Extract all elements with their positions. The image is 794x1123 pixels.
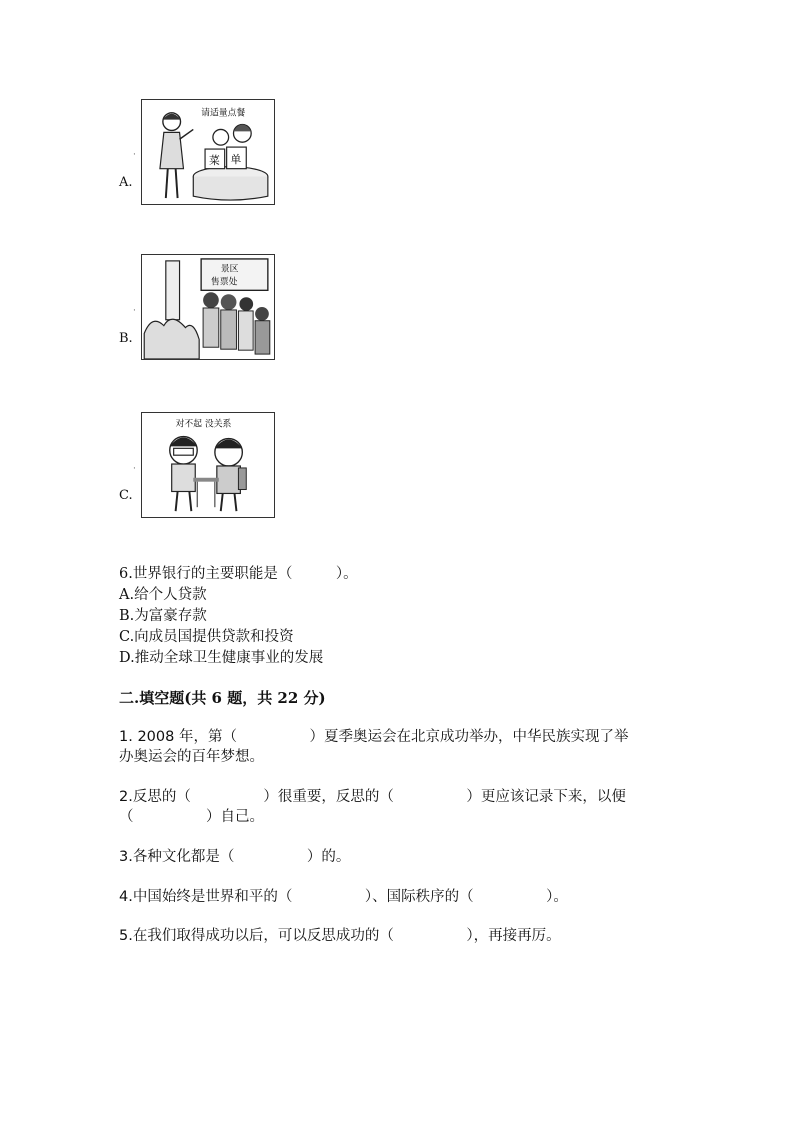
fill-question-1-line-2: 办奥运会的百年梦想。: [119, 749, 264, 765]
option-letter-a: A.: [119, 175, 133, 190]
question-6-option-c: C.向成员国提供贷款和投资: [119, 629, 294, 645]
sign-line: 售票处: [210, 277, 238, 288]
picture-option-b: [141, 254, 275, 360]
menu-char: 单: [230, 152, 242, 166]
dot-mark: ·: [133, 150, 136, 160]
question-6-stem: 6.世界银行的主要职能是（ ）。: [119, 566, 358, 582]
option-letter-b: B.: [119, 331, 133, 346]
fill-question-1-line-1: 1. 2008 年，第（ ）夏季奥运会在北京成功举办，中华民族实现了举: [119, 729, 629, 745]
apology-illustration: [142, 413, 274, 517]
section-title: 二.填空题(共 6 题，共 22 分): [119, 689, 326, 707]
question-6-option-d: D.推动全球卫生健康事业的发展: [119, 650, 324, 666]
dot-mark: ·: [133, 464, 136, 474]
picture-caption: 对不起 没关系: [175, 419, 232, 430]
question-6-option-b: B.为富豪存款: [119, 608, 207, 624]
question-6-option-a: A.给个人贷款: [119, 587, 207, 603]
dot-mark: ·: [133, 306, 136, 316]
ticket-office-illustration: [142, 255, 274, 359]
menu-char: 菜: [208, 153, 220, 167]
fill-question-4: 4.中国始终是世界和平的（ ）、国际秩序的（ ）。: [119, 889, 568, 905]
fill-question-2-line-2: （ ）自己。: [119, 809, 264, 825]
picture-caption: 请适量点餐: [201, 108, 246, 119]
fill-question-3: 3.各种文化都是（ ）的。: [119, 849, 351, 865]
sign-line: 景区: [220, 264, 239, 275]
fill-question-2-line-1: 2.反思的（ ）很重要，反思的（ ）更应该记录下来，以便: [119, 789, 626, 805]
ordering-food-illustration: [142, 100, 274, 204]
fill-question-5: 5.在我们取得成功以后，可以反思成功的（ ），再接再厉。: [119, 928, 561, 944]
picture-option-c: [141, 412, 275, 518]
picture-option-a: [141, 99, 275, 205]
option-letter-c: C.: [119, 488, 133, 503]
